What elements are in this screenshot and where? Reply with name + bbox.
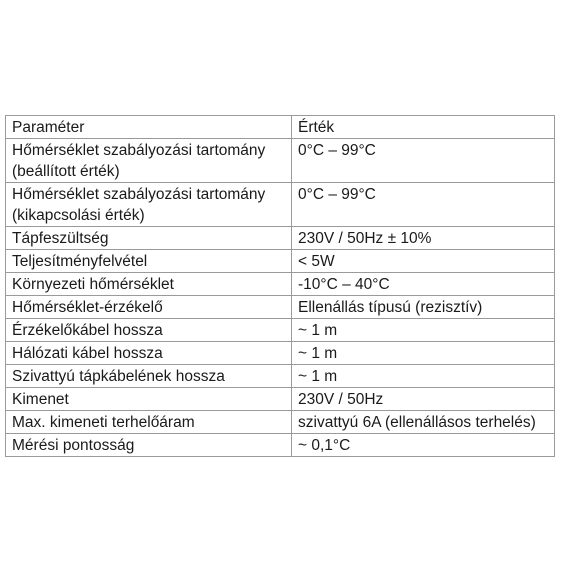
param-cell: Teljesítményfelvétel [6, 250, 292, 273]
table-row [6, 227, 555, 250]
value-cell: szivattyú 6A (ellenállásos terhelés) [292, 411, 555, 434]
table-row [6, 183, 555, 227]
param-text: (kikapcsolási érték) [12, 207, 145, 224]
table-row [6, 365, 555, 388]
table-row [6, 434, 555, 457]
table-row [6, 411, 555, 434]
param-cell: Tápfeszültség [6, 227, 292, 250]
param-cell: Mérési pontosság [6, 434, 292, 457]
value-cell: 230V / 50Hz ± 10% [292, 227, 555, 250]
param-cell [6, 139, 292, 183]
value-cell: Ellenállás típusú (rezisztív) [292, 296, 555, 319]
value-cell: ~ 1 m [292, 342, 555, 365]
spec-table [5, 115, 555, 457]
table-row [6, 250, 555, 273]
param-cell: Hálózati kábel hossza [6, 342, 292, 365]
table-row [6, 296, 555, 319]
param-cell [6, 183, 292, 227]
table-row [6, 388, 555, 411]
param-cell: Szivattyú tápkábelének hossza [6, 365, 292, 388]
value-cell: < 5W [292, 250, 555, 273]
param-text: Hőmérséklet szabályozási tartomány [12, 142, 266, 159]
table-row [6, 273, 555, 296]
param-cell: Környezeti hőmérséklet [6, 273, 292, 296]
value-cell: 0°C – 99°C [292, 183, 555, 227]
param-cell: Hőmérséklet-érzékelő [6, 296, 292, 319]
value-cell: -10°C – 40°C [292, 273, 555, 296]
param-cell: Érzékelőkábel hossza [6, 319, 292, 342]
value-cell: ~ 0,1°C [292, 434, 555, 457]
value-cell: 0°C – 99°C [292, 139, 555, 183]
table-row [6, 342, 555, 365]
param-text: Hőmérséklet szabályozási tartomány [12, 186, 266, 203]
spec-table-body [6, 116, 555, 457]
value-cell: ~ 1 m [292, 365, 555, 388]
table-row [6, 139, 555, 183]
value-cell: 230V / 50Hz [292, 388, 555, 411]
param-cell: Max. kimeneti terhelőáram [6, 411, 292, 434]
table-row [6, 319, 555, 342]
header-parameter: Paraméter [6, 116, 292, 139]
value-cell: ~ 1 m [292, 319, 555, 342]
header-value: Érték [292, 116, 555, 139]
param-text: (beállított érték) [12, 163, 120, 180]
table-header-row [6, 116, 555, 139]
param-cell: Kimenet [6, 388, 292, 411]
